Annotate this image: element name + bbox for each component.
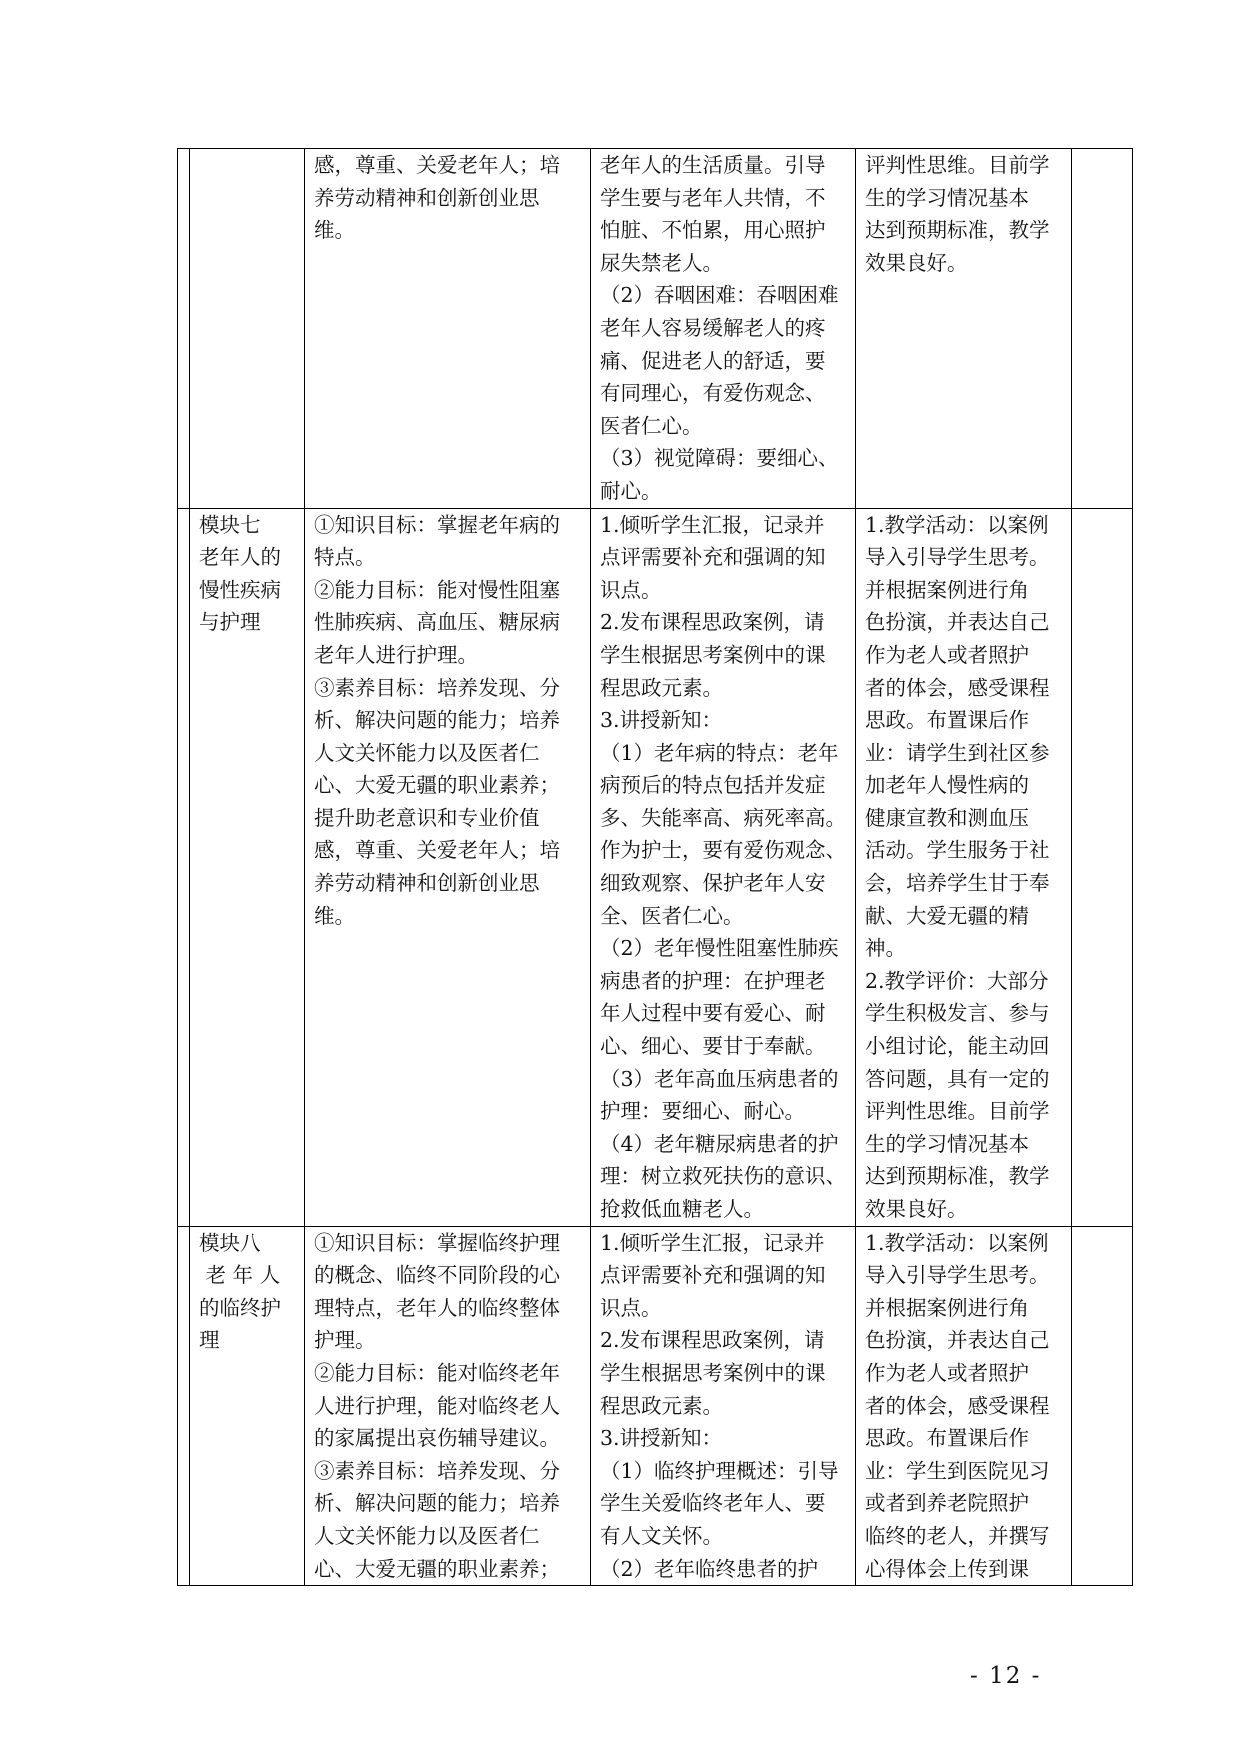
cell-line: 活动。学生服务于社 <box>865 838 1050 863</box>
table-row <box>178 508 1133 1226</box>
cell-line: 者的体会，感受课程 <box>865 675 1050 700</box>
cell-line: 1.倾听学生汇报，记录并 <box>600 512 825 537</box>
cell-line: 小组讨论，能主动回 <box>865 1034 1050 1059</box>
cell-line: ②能力目标：能对慢性阻塞 <box>314 577 560 602</box>
cell-line: 1.教学活动：以案例 <box>865 1230 1049 1255</box>
cell-line: 耐心。 <box>600 478 662 503</box>
cell-line: 并根据案例进行角 <box>865 1295 1029 1320</box>
cell-line: 年人过程中要有爱心、耐 <box>600 1001 826 1026</box>
cell-line: 有人文关怀。 <box>600 1523 723 1548</box>
cell-line: 抢救低血糖老人。 <box>600 1197 764 1221</box>
cell-line: ③素养目标：培养发现、分 <box>314 1458 560 1483</box>
cell-line: 程思政元素。 <box>600 675 723 700</box>
cell-line: （2）老年临终患者的护 <box>600 1556 819 1581</box>
cell-line: 怕脏、不怕累，用心照护 <box>600 218 826 243</box>
margin-cell <box>178 508 190 1226</box>
cell-line: 模块七 <box>199 512 261 537</box>
page-number: - 12 - <box>970 1663 1042 1689</box>
cell-line: 或者到养老院照护 <box>865 1491 1029 1516</box>
cell-line: （4）老年糖尿病患者的护 <box>600 1131 839 1156</box>
cell-line: ③素养目标：培养发现、分 <box>314 675 560 700</box>
cell-line: 老年人的 <box>199 545 281 570</box>
cell-line: 人文关怀能力以及医者仁 <box>314 1523 540 1548</box>
objectives-cell <box>305 149 591 509</box>
cell-line: 多、失能率高、病死率高。 <box>600 805 846 830</box>
cell-line: 业：请学生到社区参 <box>865 740 1050 765</box>
cell-line: 维。 <box>314 218 355 243</box>
cell-line: 2.发布课程思政案例，请 <box>600 1328 825 1353</box>
cell-line: 心、大爱无疆的职业素养； <box>314 1556 560 1581</box>
cell-line: 尿失禁老人。 <box>600 250 723 275</box>
margin-cell <box>178 1226 190 1586</box>
cell-line: 点评需要补充和强调的知 <box>600 545 826 570</box>
cell-line: 答问题，具有一定的 <box>865 1066 1050 1091</box>
cell-line: 并根据案例进行角 <box>865 577 1029 602</box>
cell-line: 的概念、临终不同阶段的心 <box>314 1263 560 1288</box>
cell-line: 护理：要细心、耐心。 <box>600 1099 805 1124</box>
cell-line: 老年人的生活质量。引导 <box>600 153 826 177</box>
cell-line: 达到预期标准，教学 <box>865 218 1050 243</box>
cell-line: 生的学习情况基本 <box>865 185 1029 210</box>
objectives-cell <box>305 1226 591 1586</box>
cell-line: 人文关怀能力以及医者仁 <box>314 740 540 765</box>
cell-line: 提升助老意识和专业价值 <box>314 805 540 830</box>
cell-line: ①知识目标：掌握老年病的 <box>314 512 560 537</box>
cell-line: 维。 <box>314 903 355 928</box>
cell-line: 评判性思维。目前学 <box>865 1099 1050 1124</box>
activities-cell <box>856 149 1072 509</box>
module-cell <box>190 149 305 509</box>
cell-line: 老年人容易缓解老人的疼 <box>600 315 826 340</box>
cell-line: 者的体会，感受课程 <box>865 1393 1050 1418</box>
cell-line: 有同理心，有爱伤观念、 <box>600 381 826 406</box>
cell-line: 导入引导学生思考。 <box>865 545 1050 570</box>
cell-line: 神。 <box>865 936 906 961</box>
cell-line: 养劳动精神和创新创业思 <box>314 871 540 896</box>
cell-line: 老 年 人 <box>199 1263 281 1288</box>
cell-line: 1.教学活动：以案例 <box>865 512 1049 537</box>
cell-line: 达到预期标准，教学 <box>865 1164 1050 1189</box>
cell-line: 识点。 <box>600 1295 662 1320</box>
cell-line: 作为老人或者照护 <box>865 1360 1029 1385</box>
cell-line: 健康宣教和测血压 <box>865 805 1029 830</box>
cell-line: 理 <box>199 1328 220 1353</box>
cell-line: 病预后的特点包括并发症 <box>600 773 826 798</box>
cell-line: 效果良好。 <box>865 1197 968 1221</box>
cell-line: 细致观察、保护老年人安 <box>600 871 826 896</box>
teaching-process-cell <box>591 149 856 509</box>
activities-cell <box>856 508 1072 1226</box>
cell-line: 病患者的护理：在护理老 <box>600 968 826 993</box>
cell-line: 医者仁心。 <box>600 413 703 438</box>
cell-line: 慢性疾病 <box>199 577 281 602</box>
cell-line: 学生根据思考案例中的课 <box>600 1360 826 1385</box>
cell-line: 思政。布置课后作 <box>865 708 1029 733</box>
cell-line: 理：树立救死扶伤的意识、 <box>600 1164 846 1189</box>
margin-cell <box>178 149 190 509</box>
cell-line: 生的学习情况基本 <box>865 1131 1029 1156</box>
cell-line: 的家属提出哀伤辅导建议。 <box>314 1426 560 1451</box>
cell-line: 3.讲授新知： <box>600 708 723 733</box>
cell-line: 作为护士，要有爱伤观念、 <box>600 838 846 863</box>
course-table <box>177 148 1133 1586</box>
cell-line: （3）视觉障碍：要细心、 <box>600 446 839 471</box>
cell-line: 析、解决问题的能力；培养 <box>314 1491 560 1516</box>
objectives-cell <box>305 508 591 1226</box>
cell-line: ①知识目标：掌握临终护理 <box>314 1230 560 1255</box>
cell-line: 心、大爱无疆的职业素养； <box>314 773 560 798</box>
teaching-process-cell <box>591 508 856 1226</box>
cell-line: 效果良好。 <box>865 250 968 275</box>
remarks-cell <box>1072 1226 1133 1586</box>
cell-line: 心得体会上传到课 <box>865 1556 1029 1581</box>
cell-line: 感，尊重、关爱老年人；培 <box>314 838 560 863</box>
cell-line: 感，尊重、关爱老年人；培 <box>314 153 560 177</box>
cell-line: 析、解决问题的能力；培养 <box>314 708 560 733</box>
cell-line: 痛、促进老人的舒适，要 <box>600 348 826 373</box>
cell-line: 模块八 <box>199 1230 261 1255</box>
cell-line: 养劳动精神和创新创业思 <box>314 185 540 210</box>
cell-line: 评判性思维。目前学 <box>865 153 1050 177</box>
cell-line: 特点。 <box>314 545 376 570</box>
table-row <box>178 149 1133 509</box>
cell-line: 色扮演，并表达自己 <box>865 1328 1050 1353</box>
cell-line: 学生根据思考案例中的课 <box>600 642 826 667</box>
module-cell <box>190 1226 305 1586</box>
cell-line: 理特点，老年人的临终整体 <box>314 1295 560 1320</box>
cell-line: 学生积极发言、参与 <box>865 1001 1050 1026</box>
cell-line: （1）临终护理概述：引导 <box>600 1458 839 1483</box>
cell-line: 献、大爱无疆的精 <box>865 903 1029 928</box>
cell-line: 3.讲授新知： <box>600 1426 723 1451</box>
activities-cell <box>856 1226 1072 1586</box>
remarks-cell <box>1072 508 1133 1226</box>
cell-line: （2）老年慢性阻塞性肺疾 <box>600 936 839 961</box>
cell-line: 临终的老人，并撰写 <box>865 1523 1050 1548</box>
cell-line: 思政。布置课后作 <box>865 1426 1029 1451</box>
cell-line: 学生关爱临终老年人、要 <box>600 1491 826 1516</box>
cell-line: 2.教学评价：大部分 <box>865 968 1049 993</box>
cell-line: 与护理 <box>199 610 261 635</box>
teaching-process-cell <box>591 1226 856 1586</box>
cell-line: 业：学生到医院见习 <box>865 1458 1050 1483</box>
cell-line: （1）老年病的特点：老年 <box>600 740 839 765</box>
cell-line: 2.发布课程思政案例，请 <box>600 610 825 635</box>
cell-line: 心、细心、要甘于奉献。 <box>600 1034 826 1059</box>
cell-line: 加老年人慢性病的 <box>865 773 1029 798</box>
cell-line: 点评需要补充和强调的知 <box>600 1263 826 1288</box>
remarks-cell <box>1072 149 1133 509</box>
cell-line: 识点。 <box>600 577 662 602</box>
cell-line: 护理。 <box>314 1328 376 1353</box>
cell-line: 学生要与老年人共情，不 <box>600 185 826 210</box>
cell-line: 程思政元素。 <box>600 1393 723 1418</box>
cell-line: 的临终护 <box>199 1295 281 1320</box>
cell-line: 人进行护理，能对临终老人 <box>314 1393 560 1418</box>
cell-line: 作为老人或者照护 <box>865 642 1029 667</box>
cell-line: 1.倾听学生汇报，记录并 <box>600 1230 825 1255</box>
cell-line: 老年人进行护理。 <box>314 642 478 667</box>
module-cell <box>190 508 305 1226</box>
cell-line: ②能力目标：能对临终老年 <box>314 1360 560 1385</box>
cell-line: （3）老年高血压病患者的 <box>600 1066 839 1091</box>
cell-line: 性肺疾病、高血压、糖尿病 <box>314 610 560 635</box>
cell-line: 会，培养学生甘于奉 <box>865 871 1050 896</box>
table-row <box>178 1226 1133 1586</box>
cell-line: 色扮演，并表达自己 <box>865 610 1050 635</box>
cell-line: 导入引导学生思考。 <box>865 1263 1050 1288</box>
cell-line: （2）吞咽困难：吞咽困难 <box>600 283 839 308</box>
cell-line: 全、医者仁心。 <box>600 903 744 928</box>
